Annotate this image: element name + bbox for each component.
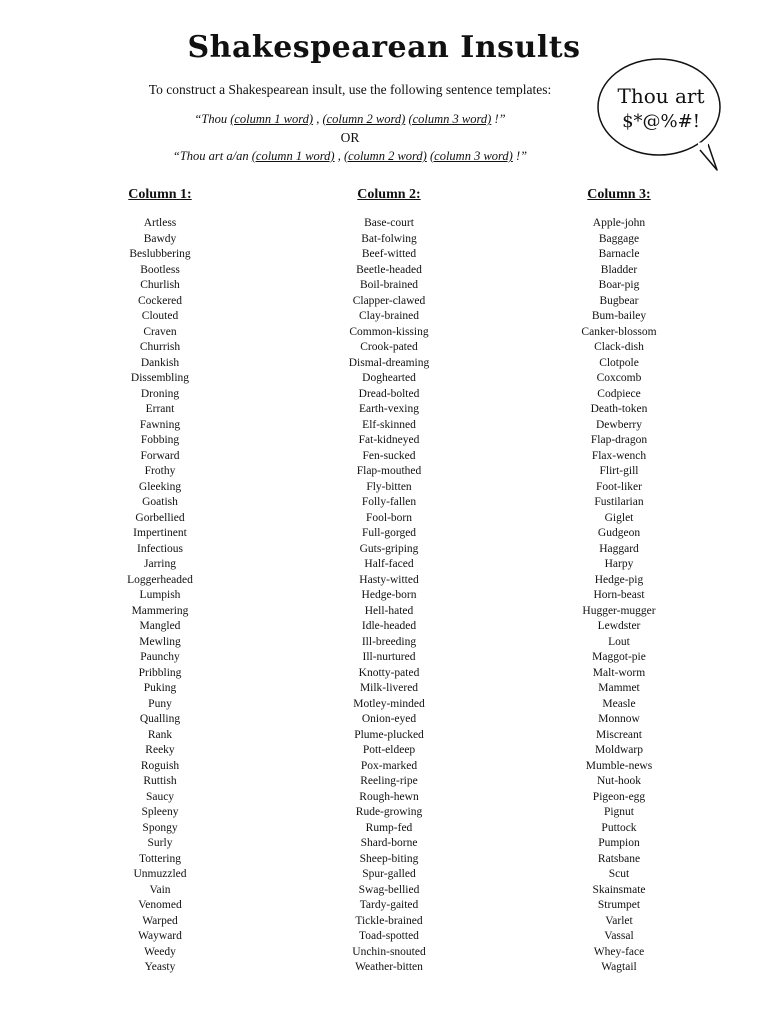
column-3-word: Flax-wench xyxy=(591,449,647,462)
column-3-word: Ratsbane xyxy=(597,852,641,865)
speech-bubble-line-2: $*@%#! xyxy=(622,111,700,132)
column-1-word: Yeasty xyxy=(144,961,176,973)
column-2-word: Rump-fed xyxy=(365,821,413,834)
column-3-word: Pigeon-egg xyxy=(592,790,646,803)
column-3-word: Wagtail xyxy=(601,961,637,973)
column-3-word: Coxcomb xyxy=(596,372,642,384)
column-3-word: Dewberry xyxy=(596,418,642,431)
column-2-word: Fly-bitten xyxy=(366,480,412,493)
template-slot-column-3: (column 3 word) xyxy=(429,149,513,163)
column-1-word: Clouted xyxy=(141,310,179,322)
column-3-word: Vassal xyxy=(604,930,634,942)
column-3-word: Moldwarp xyxy=(595,744,643,756)
intro-text: To construct a Shakespearean insult, use the following sentence templates: xyxy=(148,82,552,97)
column-3-word: Fustilarian xyxy=(594,496,644,508)
column-2-word: Pox-marked xyxy=(360,759,418,772)
column-2-word: Doghearted xyxy=(362,372,416,384)
column-2-heading: Column 2: xyxy=(357,187,421,202)
column-1-word: Fawning xyxy=(139,418,181,431)
column-2-word: Clay-brained xyxy=(358,310,420,322)
column-3-word: Giglet xyxy=(604,511,634,524)
column-3-word: Hugger-mugger xyxy=(582,604,656,617)
column-1-word: Churlish xyxy=(140,279,180,291)
column-2-word: Clapper-clawed xyxy=(352,294,426,307)
column-3-word: Mumble-news xyxy=(585,759,653,772)
column-2-word: Spur-galled xyxy=(362,868,416,880)
column-2-word: Milk-livered xyxy=(359,682,419,694)
column-1-word: Forward xyxy=(140,449,180,462)
column-1-word: Warped xyxy=(142,914,178,927)
column-3-word: Monnow xyxy=(598,713,640,725)
column-3-word: Maggot-pie xyxy=(592,651,646,663)
column-3-word: Whey-face xyxy=(593,945,645,958)
column-1-word-list xyxy=(70,216,250,976)
column-3-word: Nut-hook xyxy=(596,775,642,787)
column-2-word: Folly-fallen xyxy=(361,496,417,508)
column-1-word: Craven xyxy=(143,325,177,338)
column-1-word: Gorbellied xyxy=(135,511,185,524)
column-3-word: Miscreant xyxy=(596,728,642,741)
column-3-word: Lout xyxy=(608,635,630,648)
column-3-word: Clack-dish xyxy=(594,341,644,353)
column-1-word: Droning xyxy=(140,387,180,400)
column-3-heading: Column 3: xyxy=(587,187,651,202)
column-3-word: Flap-dragon xyxy=(590,434,648,446)
column-2-word: Reeling-ripe xyxy=(360,775,418,787)
column-3-word: Flirt-gill xyxy=(599,465,639,477)
column-2-word: Ill-nurtured xyxy=(362,651,416,663)
column-3-word: Boar-pig xyxy=(598,279,640,291)
column-3-word: Death-token xyxy=(590,403,648,415)
column-3-word: Bum-bailey xyxy=(591,310,647,322)
column-2-word: Weather-bitten xyxy=(355,961,423,973)
column-2-word: Bat-folwing xyxy=(361,232,417,245)
column-3-word: Mammet xyxy=(598,682,640,694)
column-2-word: Guts-griping xyxy=(359,542,419,555)
column-2-word: Elf-skinned xyxy=(362,418,416,431)
column-3-word: Hedge-pig xyxy=(594,573,644,586)
template-prefix: “Thou art a/an xyxy=(172,149,252,163)
column-3-word: Varlet xyxy=(605,914,633,927)
column-2-word: Toad-spotted xyxy=(359,930,419,942)
column-2-word: Fat-kidneyed xyxy=(358,434,420,446)
column-1-word: Lumpish xyxy=(139,589,181,601)
column-2-word: Earth-vexing xyxy=(358,403,420,415)
column-3-word: Puttock xyxy=(601,821,637,834)
column-1-word: Weedy xyxy=(144,945,176,958)
column-2-word: Hell-hated xyxy=(364,604,414,617)
column-1-word: Pribbling xyxy=(138,666,182,679)
column-1-word: Venomed xyxy=(138,899,182,911)
column-3-word: Haggard xyxy=(599,542,639,555)
column-3-word: Horn-beast xyxy=(593,589,645,601)
column-1-word: Mammering xyxy=(131,604,189,617)
column-2-word: Dismal-dreaming xyxy=(348,356,430,369)
column-1-word: Mangled xyxy=(139,620,181,632)
column-1-word: Reeky xyxy=(145,744,175,756)
column-3-word: Codpiece xyxy=(597,387,641,400)
or-divider: OR xyxy=(340,130,360,145)
column-2-word: Ill-breeding xyxy=(361,635,417,648)
column-2-word: Common-kissing xyxy=(349,325,429,338)
column-2-word: Pott-eldeep xyxy=(362,744,416,756)
column-1-word: Jarring xyxy=(144,558,176,570)
column-1-word: Unmuzzled xyxy=(133,868,187,880)
template-slot-column-1: (column 1 word) xyxy=(230,112,314,126)
column-1-word: Gleeking xyxy=(138,480,182,493)
column-3-word: Gudgeon xyxy=(597,527,641,539)
column-2-word: Rough-hewn xyxy=(359,790,419,803)
column-2-word: Onion-eyed xyxy=(361,713,417,725)
column-2-word: Shard-borne xyxy=(360,837,418,849)
column-3-word: Skainsmate xyxy=(592,883,646,896)
column-1-word: Artless xyxy=(143,217,177,229)
column-2-word: Crook-pated xyxy=(360,341,418,353)
template-suffix: !” xyxy=(491,112,506,126)
column-1-word: Paunchy xyxy=(140,651,180,663)
speech-bubble-line-1: Thou art xyxy=(617,84,705,108)
column-1-word: Infectious xyxy=(137,542,183,555)
column-3-word: Pumpion xyxy=(598,837,640,849)
column-3-word: Apple-john xyxy=(592,217,646,229)
template-prefix: “Thou xyxy=(194,112,231,126)
column-1-word: Frothy xyxy=(144,465,176,477)
template-separator: , xyxy=(313,112,323,126)
column-3-word: Bladder xyxy=(600,263,638,276)
template-slot-column-1: (column 1 word) xyxy=(251,149,335,163)
column-1-heading: Column 1: xyxy=(128,187,192,202)
column-1-word: Qualling xyxy=(139,713,181,725)
column-3-word: Bugbear xyxy=(599,294,639,307)
column-1-word: Saucy xyxy=(145,790,175,803)
column-1-word: Bootless xyxy=(140,263,180,276)
column-2-word: Tardy-gaited xyxy=(359,899,419,911)
column-1-word: Tottering xyxy=(139,852,181,865)
template-separator: , xyxy=(334,149,344,163)
column-1-word: Fobbing xyxy=(140,434,180,446)
column-2-word: Dread-bolted xyxy=(358,387,420,400)
column-1-word: Goatish xyxy=(142,496,178,508)
column-1-word: Spongy xyxy=(142,821,178,834)
column-1-word: Spleeny xyxy=(141,806,179,818)
column-1-word: Puking xyxy=(143,682,177,694)
template-slot-column-2: (column 2 word) xyxy=(322,112,406,126)
column-1-word: Churrish xyxy=(139,341,181,353)
column-1-word: Beslubbering xyxy=(129,248,191,260)
column-3-word-list xyxy=(529,216,709,976)
column-3-word: Scut xyxy=(608,868,630,880)
column-2-word: Hedge-born xyxy=(361,589,417,601)
column-2-word: Fen-sucked xyxy=(362,449,416,462)
column-1-word: Puny xyxy=(148,697,172,710)
column-3-word: Lewdster xyxy=(597,620,641,632)
column-2-word: Fool-born xyxy=(366,511,412,524)
column-1-word: Loggerheaded xyxy=(127,573,193,586)
column-2-word: Half-faced xyxy=(364,558,414,570)
column-3-word: Baggage xyxy=(598,232,640,245)
template-slot-column-2: (column 2 word) xyxy=(343,149,427,163)
template-slot-column-3: (column 3 word) xyxy=(408,112,492,126)
column-3-word: Malt-worm xyxy=(592,666,646,679)
column-2-word: Swag-bellied xyxy=(358,883,420,896)
column-1-word: Mewling xyxy=(139,635,181,648)
column-2-word: Hasty-witted xyxy=(359,573,419,586)
column-2-word: Full-gorged xyxy=(361,527,417,539)
column-1-word: Dissembling xyxy=(130,372,190,384)
column-2-word: Boil-brained xyxy=(359,279,419,291)
column-1-word: Surly xyxy=(147,837,173,849)
template-suffix: !” xyxy=(512,149,528,163)
column-2-word: Tickle-brained xyxy=(355,914,423,927)
column-2-word: Knotty-pated xyxy=(358,666,420,679)
column-3-word: Measle xyxy=(602,697,636,710)
column-2-word: Beef-witted xyxy=(361,248,417,260)
column-1-word: Vain xyxy=(149,883,171,896)
column-1-word: Cockered xyxy=(137,294,183,307)
column-1-word: Rank xyxy=(147,728,173,741)
column-3-word: Strumpet xyxy=(597,899,641,911)
column-3-word: Clotpole xyxy=(599,356,639,369)
column-2-word: Unchin-snouted xyxy=(352,945,426,958)
column-1-word: Dankish xyxy=(140,356,180,369)
column-1-word: Impertinent xyxy=(133,527,187,539)
column-3-word: Foot-liker xyxy=(596,480,642,493)
column-3-word: Harpy xyxy=(604,558,634,570)
column-2-word: Rude-growing xyxy=(355,806,423,818)
column-3-word: Canker-blossom xyxy=(581,325,657,338)
column-2-word: Plume-plucked xyxy=(354,728,424,741)
column-2-word: Base-court xyxy=(364,217,414,229)
column-1-word: Errant xyxy=(145,403,175,415)
column-2-word: Motley-minded xyxy=(353,697,425,710)
column-3-word: Pignut xyxy=(603,806,635,818)
column-2-word: Idle-headed xyxy=(361,620,417,632)
column-2-word: Flap-mouthed xyxy=(356,465,422,477)
column-2-word: Sheep-biting xyxy=(359,852,419,865)
column-1-word: Roguish xyxy=(140,759,180,772)
column-2-word-list xyxy=(299,216,479,976)
column-1-word: Wayward xyxy=(138,930,182,942)
column-1-word: Ruttish xyxy=(143,775,177,787)
column-3-word: Barnacle xyxy=(598,248,640,260)
column-2-word: Beetle-headed xyxy=(356,263,422,276)
page-title: Shakespearean Insults xyxy=(187,30,581,65)
column-1-word: Bawdy xyxy=(143,232,177,245)
